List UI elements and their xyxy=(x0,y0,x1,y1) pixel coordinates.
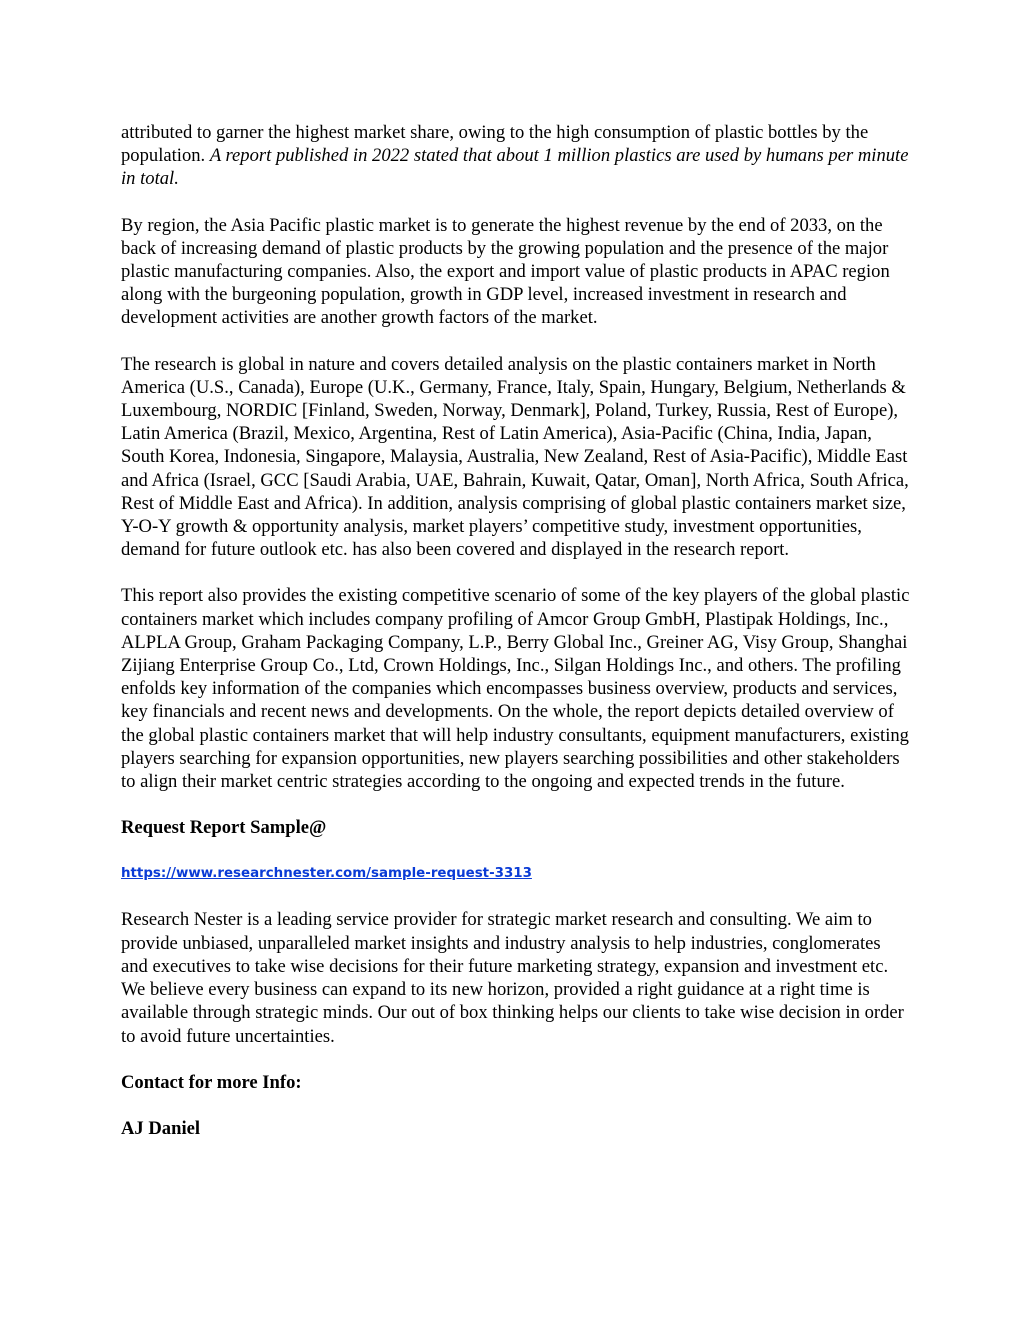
request-sample-link[interactable]: https://www.researchnester.com/sample-request-3313 xyxy=(121,866,532,882)
paragraph-about-company: Research Nester is a leading service provider for strategic market research and consulting. We aim to provide unbiased, unparalleled market insights and industry analysis to help industries, conglomerates and executives to take wise decisions for their future marketing strategy, expansion and investment etc. We believe every business can expand to its new horizon, provided a right guidance at a right time is available through strategic minds. Our out of box thinking helps our clients to take wise decision in order to avoid future uncertainties. xyxy=(121,909,904,1047)
contact-heading: Contact for more Info: xyxy=(121,1071,302,1093)
request-sample-link-line xyxy=(121,862,911,885)
paragraph-market-share-italic: A report published in 2022 stated that about 1 million plastics are used by humans per minute in total. xyxy=(121,145,909,190)
paragraph-key-players: This report also provides the existing competitive scenario of some of the key players of the global plastic containers market which includes company profiling of Amcor Group GmbH, Plastipak Holdings, Inc., ALPLA Group, Graham Packaging Company, L.P., Berry Global Inc., Greiner AG, Visy Group, Shanghai Zijiang Enterprise Group Co., Ltd, Crown Holdings, Inc., Silgan Holdings Inc., and others. The profiling enfolds key information of the companies which encompasses business overview, products and services, key financials and recent news and developments. On the whole, the report depicts detailed overview of the global plastic containers market that will help industry consultants, equipment manufacturers, existing players searching for expansion opportunities, new players searching possibilities and other stakeholders to align their market centric strategies according to the ongoing and expected trends in the future. xyxy=(121,585,910,793)
document-page xyxy=(121,121,911,1163)
paragraph-market-share-text: attributed to garner the highest market share, owing to the high consumption of plastic bottles by the population. xyxy=(121,122,869,167)
paragraph-market-share xyxy=(121,121,911,191)
paragraph-regional-coverage: The research is global in nature and covers detailed analysis on the plastic containers market in North America (U.S., Canada), Europe (U.K., Germany, France, Italy, Spain, Hungary, Belgium, Netherlands & Luxembourg, NORDIC [Finland, Sweden, Norway, Denmark], Poland, Turkey, Russia, Rest of Europe), Latin America (Brazil, Mexico, Argentina, Rest of Latin America), Asia-Pacific (China, India, Japan, South Korea, Indonesia, Singapore, Malaysia, Australia, New Zealand, Rest of Asia-Pacific), Middle East and Africa (Israel, GCC [Saudi Arabia, UAE, Bahrain, Kuwait, Qatar, Oman], North Africa, South Africa, Rest of Middle East and Africa). In addition, analysis comprising of global plastic containers market size, Y-O-Y growth & opportunity analysis, market players’ competitive study, investment opportunities, demand for future outlook etc. has also been covered and displayed in the research report. xyxy=(121,353,909,561)
request-sample-heading: Request Report Sample@ xyxy=(121,817,327,839)
paragraph-asia-pacific: By region, the Asia Pacific plastic market is to generate the highest revenue by the end of 2033, on the back of increasing demand of plastic products by the growing population and the presence of the major plastic manufacturing companies. Also, the export and import value of plastic products in APAC region along with the burgeoning population, growth in GDP level, increased investment in research and development activities are another growth factors of the market. xyxy=(121,214,890,329)
contact-name: AJ Daniel xyxy=(121,1117,201,1139)
